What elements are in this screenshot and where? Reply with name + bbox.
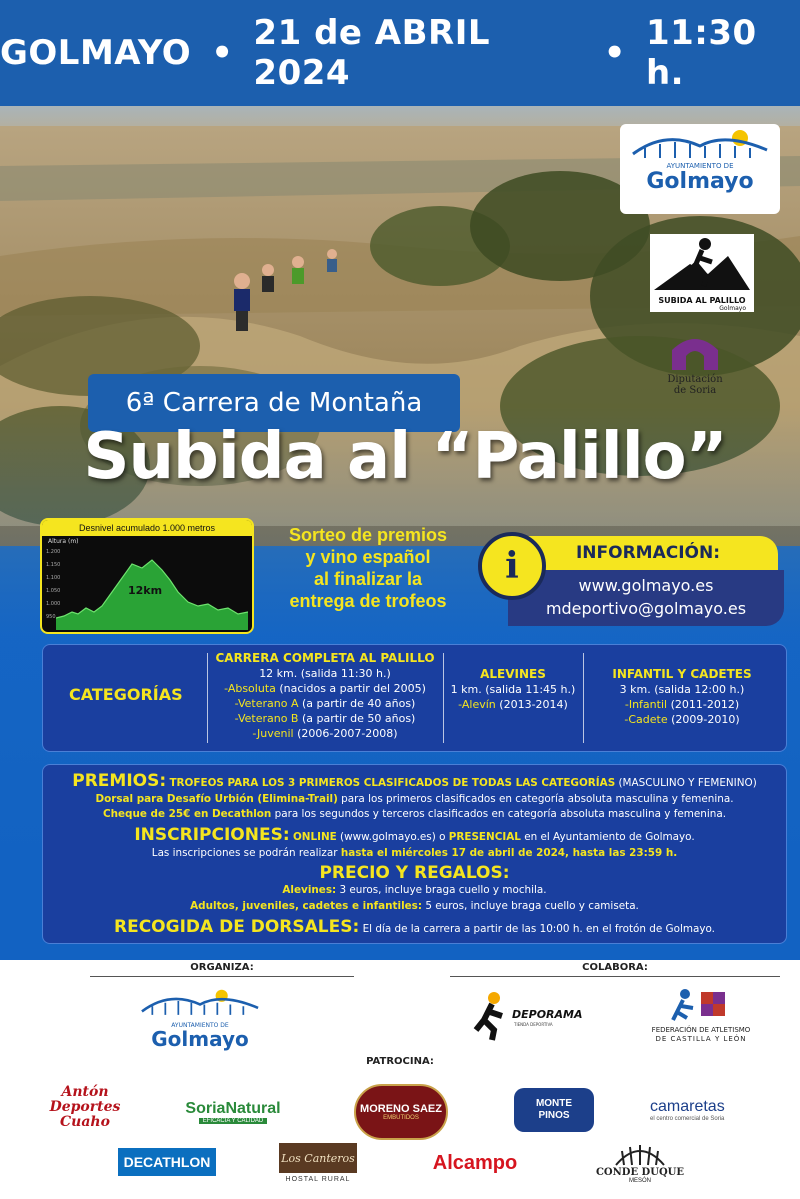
org-small: AYUNTAMIENTO DE [171,1022,229,1029]
elevation-profile [40,518,254,634]
deporama-runner-icon [472,990,512,1042]
category-alevines [447,667,579,712]
category-distance: 3 km. (salida 12:00 h.) [619,683,745,696]
categories-label: CATEGORÍAS [69,685,183,704]
divider [443,653,444,743]
main-title: Subida al “Palillo” [83,420,727,494]
info-web-link[interactable]: www.golmayo.es [578,576,714,595]
sponsor-decathlon: DECATHLON [118,1148,216,1176]
conde-duque-emblem-icon [610,1141,670,1167]
diputacion-logo [664,332,726,394]
organiza-logo [134,984,266,1054]
deporama-logo [472,990,582,1046]
sponsor-anton: Antón Deportes Cuaho [49,1083,121,1130]
header-date: 21 de ABRIL 2024 [253,13,491,93]
diputacion-text: Diputación de Soria [667,374,723,396]
elevation-distance: 12km [128,584,163,597]
sponsor-conde-duque: CONDE DUQUE MESÓN [594,1132,686,1192]
precio-alevines-line: Alevines: 3 euros, incluye braga cuello y mochila. [282,884,547,896]
header-separator: • [211,33,234,73]
organiza-label: ORGANIZA: [90,962,354,977]
divider [583,653,584,743]
precio-adultos-line: Adultos, juveniles, cadetes e infantiles: 5 euros, incluye braga cuello y camiseta. [190,900,639,912]
federacion-line1: FEDERACIÓN DE ATLETISMO [651,1026,751,1034]
ayuntamiento-small: AYUNTAMIENTO DE [666,162,734,170]
bridge-icon [135,984,265,1018]
sponsor-alcampo: Alcampo [432,1151,518,1174]
sponsor-monte-pinos: MONTE PINOS [514,1088,594,1132]
deporama-name: DEPORAMA [512,1008,583,1021]
sponsor-canteros: Los Canteros HOSTAL RURAL [276,1136,360,1190]
info-heading: INFORMACIÓN: [518,536,778,570]
category-item: -Cadete (2009-2010) [624,713,740,726]
sponsor-moreno-saez: MORENO SAEZ EMBUTIDOS [354,1084,448,1140]
ayuntamiento-name: Golmayo [646,169,754,194]
deadline-line: Las inscripciones se podrán realizar hasta el miércoles 17 de abril de 2024, hasta las 23:59 h. [151,847,678,859]
inscripciones-line: INSCRIPCIONES: ONLINE (www.golmayo.es) o PRESENCIAL en el Ayuntamiento de Golmayo. [134,825,695,845]
info-body [508,570,784,626]
premios-line: PREMIOS: TROFEOS PARA LOS 3 PRIMEROS CLASIFICADOS DE TODAS LAS CATEGORÍAS (MASCULINO Y FEMENINO) [72,771,757,791]
category-completa [211,651,439,741]
divider [207,653,208,743]
category-distance: 12 km. (salida 11:30 h.) [259,667,391,680]
info-icon: i [478,532,546,600]
subida-logo [650,234,754,312]
edition-text: 6ª Carrera de Montaña [125,388,423,418]
category-title: CARRERA COMPLETA AL PALILLO [215,651,435,665]
category-item: -Absoluta (nacidos a partir del 2005) [224,682,426,695]
colabora-label: COLABORA: [450,962,780,977]
elevation-header: Desnivel acumulado 1.000 metros [42,520,252,536]
runner-icon [650,234,754,292]
patrocina-label: PATROCINA: [366,1056,434,1067]
sponsor-soria-natural: SoriaNatural EFICACIA Y CALIDAD [185,1100,281,1124]
federacion-logo [636,986,766,1052]
category-distance: 1 km. (salida 11:45 h.) [450,683,576,696]
sponsor-camaretas: camaretas el centro comercial de Soria [650,1098,725,1122]
elevation-axis-label: Altura (m) [48,538,79,545]
category-infantil [587,667,777,727]
category-item: -Infantil (2011-2012) [624,698,740,711]
diputacion-emblem-icon [664,332,726,370]
federacion-line2: DE CASTILLA Y LEÓN [655,1035,747,1043]
categories-panel [42,644,787,752]
deporama-sub: TIENDA DEPORTIVA [514,1022,553,1027]
info-box [478,536,784,626]
category-item: -Veterano B (a partir de 50 años) [234,712,416,725]
category-item: -Veterano A (a partir de 40 años) [234,697,416,710]
precio-heading: PRECIO Y REGALOS: [319,863,510,883]
prizes-panel [42,764,787,944]
category-item: -Juvenil (2006-2007-2008) [252,727,398,740]
info-email-link[interactable]: mdeportivo@golmayo.es [545,599,747,618]
dorsal-line: Dorsal para Desafío Urbión (Elimina-Trail) para los primeros clasificados en categoría absoluta masculina y femenina. [95,793,734,805]
category-title: INFANTIL Y CADETES [612,667,752,681]
subida-logo-sub: Golmayo [719,305,746,312]
bridge-icon [625,124,775,160]
header-time: 11:30 h. [645,13,757,93]
header-bar [0,0,800,106]
elevation-y-ticks: 1.200 1.150 1.100 1.050 1.000 950 [46,549,61,620]
cheque-line: Cheque de 25€ en Decathlon para los segundos y terceros clasificados en categoría absoluta masculina y femenina. [102,808,727,820]
federacion-emblem-icon [671,986,731,1022]
category-item: -Alevín (2013-2014) [458,698,568,711]
header-separator: • [603,33,626,73]
category-title: ALEVINES [480,667,546,681]
sorteo-text: Sorteo de premios y vino español al finalizar la entrega de trofeos [288,525,448,611]
subida-logo-text: SUBIDA AL PALILLO [658,296,746,305]
header-place: GOLMAYO [0,33,192,73]
recogida-line: RECOGIDA DE DORSALES: El día de la carrera a partir de las 10:00 h. en el frotón de Golmayo. [114,917,715,937]
org-name: Golmayo [151,1027,249,1051]
ayuntamiento-logo [620,124,780,214]
